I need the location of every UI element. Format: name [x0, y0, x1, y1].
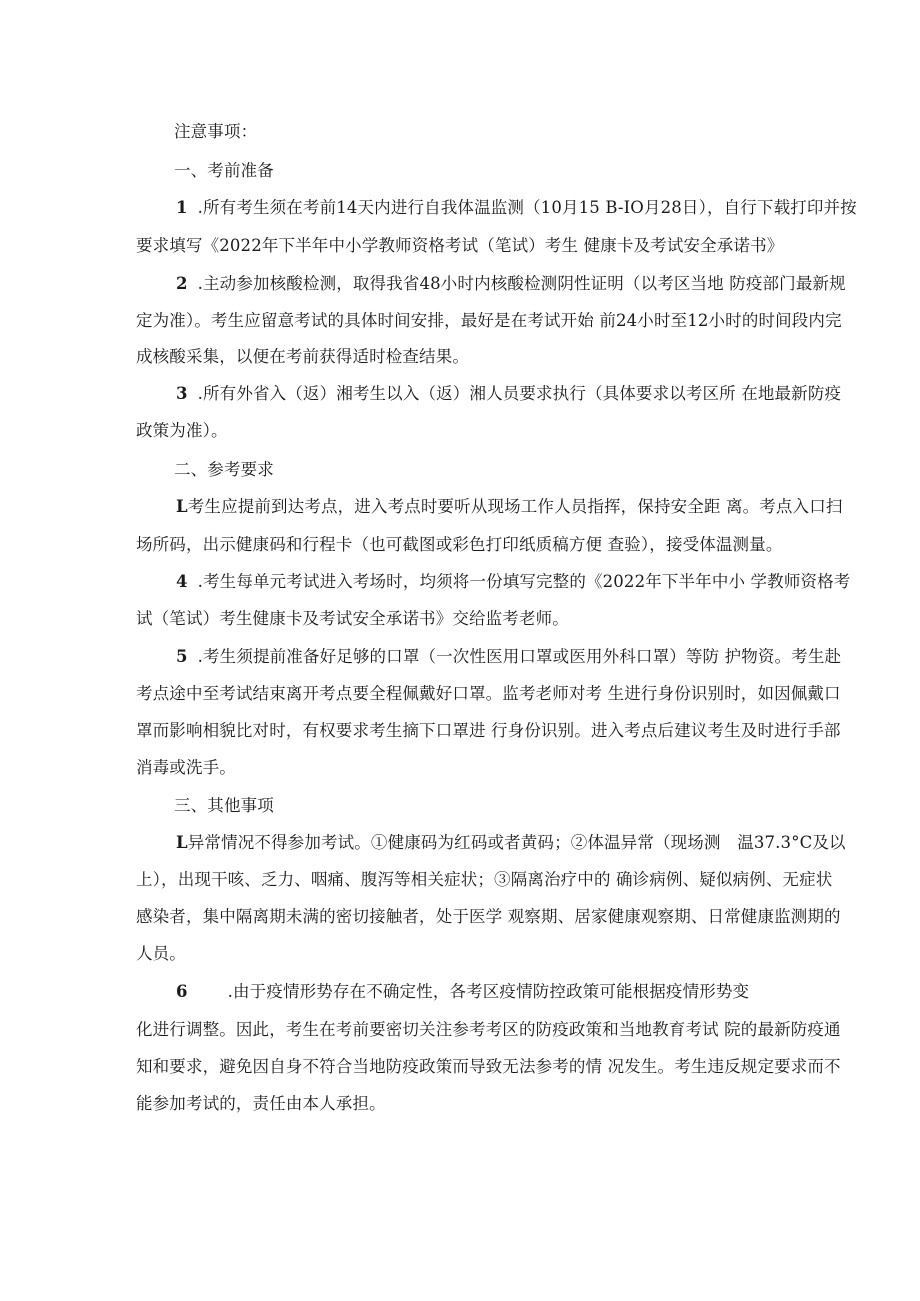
item-6-line-4: 能参加考试的，责任由本人承担。	[136, 1094, 386, 1113]
item-2L-line-2: 场所码，出示健康码和行程卡（也可截图或彩色打印纸质稿方便 查验），接受体温测量。	[136, 535, 783, 554]
item-1-line-2: 要求填写《2022年下半年中小学教师资格考试（笔试）考生 健康卡及考试安全承诺书》	[136, 236, 784, 255]
section-heading-3: 三、其他事项	[174, 796, 274, 815]
item-5-text: .考生须提前准备好足够的口罩（一次性医用口罩或医用外科口罩）等防 护物资。考生赴	[197, 647, 842, 666]
section-heading-1: 一、考前准备	[174, 161, 274, 180]
item-4-text: .考生每单元考试进入考场时，均须将一份填写完整的《2022年下半年中小 学教师资格考	[197, 572, 851, 591]
item-6-line-3: 知和要求，避免因自身不符合当地防疫政策而导致无法参考的情 况发生。考生违反规定要求而不	[136, 1057, 841, 1076]
item-2-line-3: 成核酸采集，以便在考前获得适时检查结果。	[136, 347, 469, 366]
item-3L-text: 异常情况不得参加考试。①健康码为红码或者黄码；②体温异常（现场测 温37.3°C及以	[187, 833, 846, 852]
item-3L-line-3: 感染者，集中隔离期未满的密切接触者，处于医学 观察期、居家健康观察期、日常健康监测期的	[136, 907, 841, 926]
item-3L-line-4: 人员。	[136, 944, 186, 963]
item-2-line-2: 定为准）。考生应留意考试的具体时间安排，最好是在考试开始 前24小时至12小时的时间段内完	[136, 311, 842, 330]
item-5-line-4: 消毒或洗手。	[136, 758, 236, 777]
item-5-number: 5	[176, 647, 188, 666]
item-4-number: 4	[176, 572, 188, 591]
item-3-line-2: 政策为准）。	[136, 421, 228, 440]
item-3-line-1	[176, 383, 841, 405]
item-2-number: 2	[176, 274, 188, 293]
item-4-line-2: 试（笔试）考生健康卡及考试安全承诺书》交给监考老师。	[136, 609, 569, 628]
item-5-line-3: 罩而影响相貌比对时，有权要求考生摘下口罩进 行身份识别。进入考点后建议考生及时进行手部	[136, 721, 841, 740]
item-1-number: 1	[176, 198, 188, 217]
item-6-text: .由于疫情形势存在不确定性，各考区疫情防控政策可能根据疫情形势变	[227, 982, 750, 1001]
item-3-number: 3	[176, 384, 188, 403]
item-2L-number: L	[176, 497, 188, 516]
item-3-text: .所有外省入（返）湘考生以入（返）湘人员要求执行（具体要求以考区所 在地最新防疫	[197, 384, 842, 403]
item-6-number: 6	[176, 982, 188, 1001]
item-3L-line-1	[176, 832, 846, 854]
item-6-line-1	[176, 981, 749, 1003]
item-6-line-2: 化进行调整。因此，考生在考前要密切关注参考考区的防疫政策和当地教育考试 院的最新防疫通	[136, 1020, 841, 1039]
item-2L-text: 考生应提前到达考点，进入考点时要听从现场工作人员指挥，保持安全距 离。考点入口扫	[187, 497, 843, 516]
item-5-line-1	[176, 646, 841, 668]
section-heading-2: 二、参考要求	[174, 460, 274, 479]
item-1-text: .所有考生须在考前14天内进行自我体温监测（10月15 B-IO月28日），自行下载打印并按	[197, 198, 857, 217]
item-2L-line-1	[176, 496, 843, 518]
notice-title: 注意事项：	[174, 122, 258, 141]
item-3L-number: L	[176, 833, 188, 852]
item-5-line-2: 考点途中至考试结束离开考点要全程佩戴好口罩。监考老师对考 生进行身份识别时，如因佩戴口	[136, 684, 841, 703]
item-4-line-1	[176, 571, 850, 593]
item-3L-line-2: 上），出现干咳、乏力、咽痛、腹泻等相关症状；③隔离治疗中的 确诊病例、疑似病例、无症状	[136, 870, 833, 889]
item-1-line-1	[176, 197, 857, 219]
item-2-text: .主动参加核酸检测，取得我省48小时内核酸检测阴性证明（以考区当地 防疫部门最新规	[197, 274, 846, 293]
item-2-line-1	[176, 273, 846, 295]
